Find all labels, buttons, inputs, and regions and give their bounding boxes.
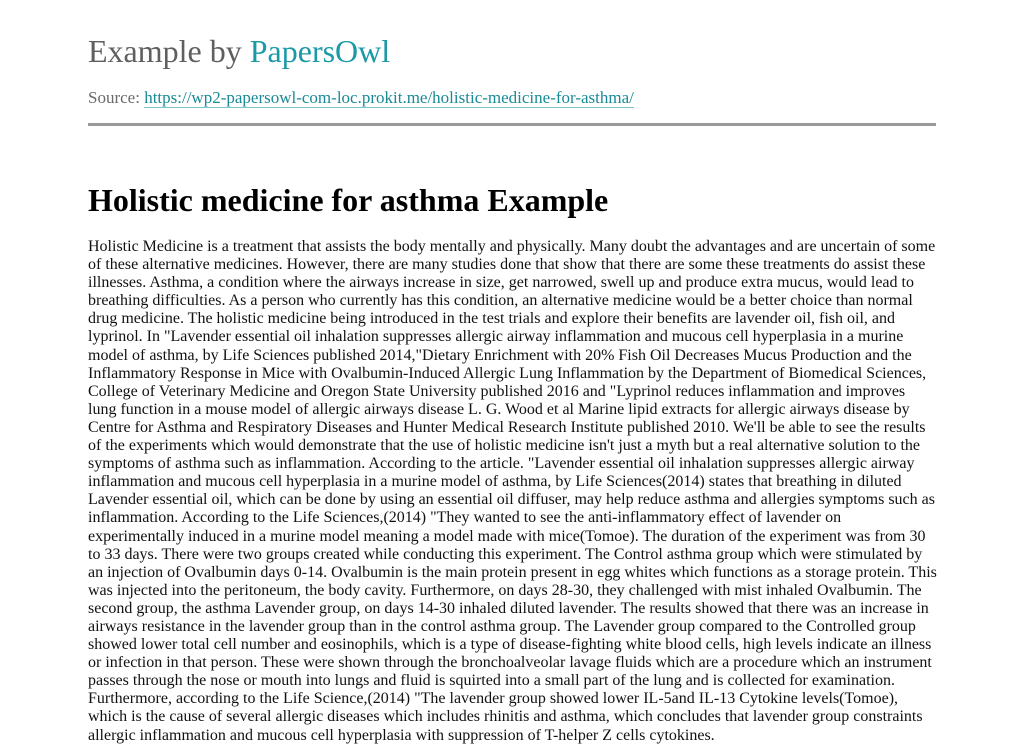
body-line: was injected into the peritoneum, the body cavity. Furthermore, on days 28-30, they challenged with mist inhaled Ovalbumin. The xyxy=(88,581,922,599)
source-line xyxy=(88,87,634,109)
body-line: Lavender essential oil, which can be done by using an essential oil diffuser, may help reduce asthma and allergies symptoms such as xyxy=(88,491,935,509)
body-line: illnesses. Asthma, a condition where the airways increase in size, get narrowed, swell up and produce extra mucus, would lead to xyxy=(88,274,914,292)
body-line: drug medicine. The holistic medicine being introduced in the test trials and explore their benefits are lavender oil, fish oil, and xyxy=(88,310,896,328)
body-line: of the experiments which would demonstrate that the use of holistic medicine isn't just a myth but a real alternative solution to the xyxy=(88,437,921,455)
body-line: lung function in a mouse model of allergic airways disease L. G. Wood et al Marine lipid extracts for allergic airways disease by xyxy=(88,400,910,418)
body-line: Centre for Asthma and Respiratory Diseases and Hunter Medical Research Institute published 2010. We'll be able to see the results xyxy=(88,418,926,436)
body-line: inflammation and mucous cell hyperplasia in a murine model of asthma, by Life Sciences(2014) states that breathing in diluted xyxy=(88,473,902,491)
brand-heading xyxy=(88,32,390,70)
body-line: an injection of Ovalbumin days 0-14. Ovalbumin is the main protein present in egg whites which functions as a storage protein. This xyxy=(88,563,937,581)
article-title: Holistic medicine for asthma Example xyxy=(88,182,609,218)
body-line: lyprinol. In "Lavender essential oil inhalation suppresses allergic airway inflammation and mucous cell hyperplasia in a murine xyxy=(88,328,904,346)
source-label: Source: xyxy=(88,88,145,107)
body-line: which is the cause of several allergic diseases which includes rhinitis and asthma, which concludes that lavender group constraints xyxy=(88,708,923,726)
body-line: inflammation. According to the Life Sciences,(2014) "They wanted to see the anti-inflammatory effect of lavender on xyxy=(88,509,842,527)
body-line: Inflammatory Response in Mice with Ovalbumin-Induced Allergic Lung Inflammation by the Department of Biomedical Sciences, xyxy=(88,364,927,382)
body-line: Holistic Medicine is a treatment that assists the body mentally and physically. Many doubt the advantages and are uncertain of some xyxy=(88,238,936,255)
body-line: passes through the nose or mouth into lungs and fluid is squirted into a small part of the lung and is collected for examination. xyxy=(88,672,895,690)
body-line: showed lower total cell number and eosinophils, which is a type of disease-fighting white blood cells, high levels indicate an illness xyxy=(88,636,932,654)
source-link[interactable]: https://wp2-papersowl-com-loc.prokit.me/holistic-medicine-for-asthma/ xyxy=(144,88,634,107)
header-divider xyxy=(88,123,936,126)
brand-name: PapersOwl xyxy=(249,33,391,69)
body-line: symptoms of asthma such as inflammation. According to the article. "Lavender essential oil inhalation suppresses allergic airway xyxy=(88,455,915,473)
body-line: College of Veterinary Medicine and Oregon State University published 2016 and "Lyprinol reduces inflammation and improves xyxy=(88,382,906,400)
body-line: to 33 days. There were two groups created while conducting this experiment. The Control asthma group which were stimulated by xyxy=(88,545,923,563)
body-line: breathing difficulties. As a person who currently has this condition, an alternative medicine would be a better choice than normal xyxy=(88,292,913,310)
body-line: of these alternative medicines. However, there are many studies done that show that there are some these treatments do assist these xyxy=(88,256,926,274)
body-line: second group, the asthma Lavender group, on days 14-30 inhaled diluted lavender. The results showed that there was an increase in xyxy=(88,599,929,617)
body-line: or infection in that person. These were shown through the bronchoalveolar lavage fluids which are a procedure which an instrument xyxy=(88,654,932,672)
body-line: model of asthma, by Life Sciences published 2014,"Dietary Enrichment with 20% Fish Oil Decreases Mucus Production and the xyxy=(88,346,912,364)
body-line: Furthermore, according to the Life Science,(2014) "The lavender group showed lower IL-5and IL-13 Cytokine levels(Tomoe), xyxy=(88,690,899,708)
body-line: airways resistance in the lavender group than in the control asthma group. The Lavender group compared to the Controlled group xyxy=(88,617,916,635)
article-body xyxy=(88,238,948,745)
body-line: experimentally induced in a murine model meaning a model made with mice(Tomoe). The duration of the experiment was from 30 xyxy=(88,527,926,545)
brand-prefix: Example by xyxy=(88,33,250,69)
body-line: allergic inflammation and mucous cell hyperplasia with suppression of T-helper Z cells cytokines. xyxy=(88,726,715,744)
